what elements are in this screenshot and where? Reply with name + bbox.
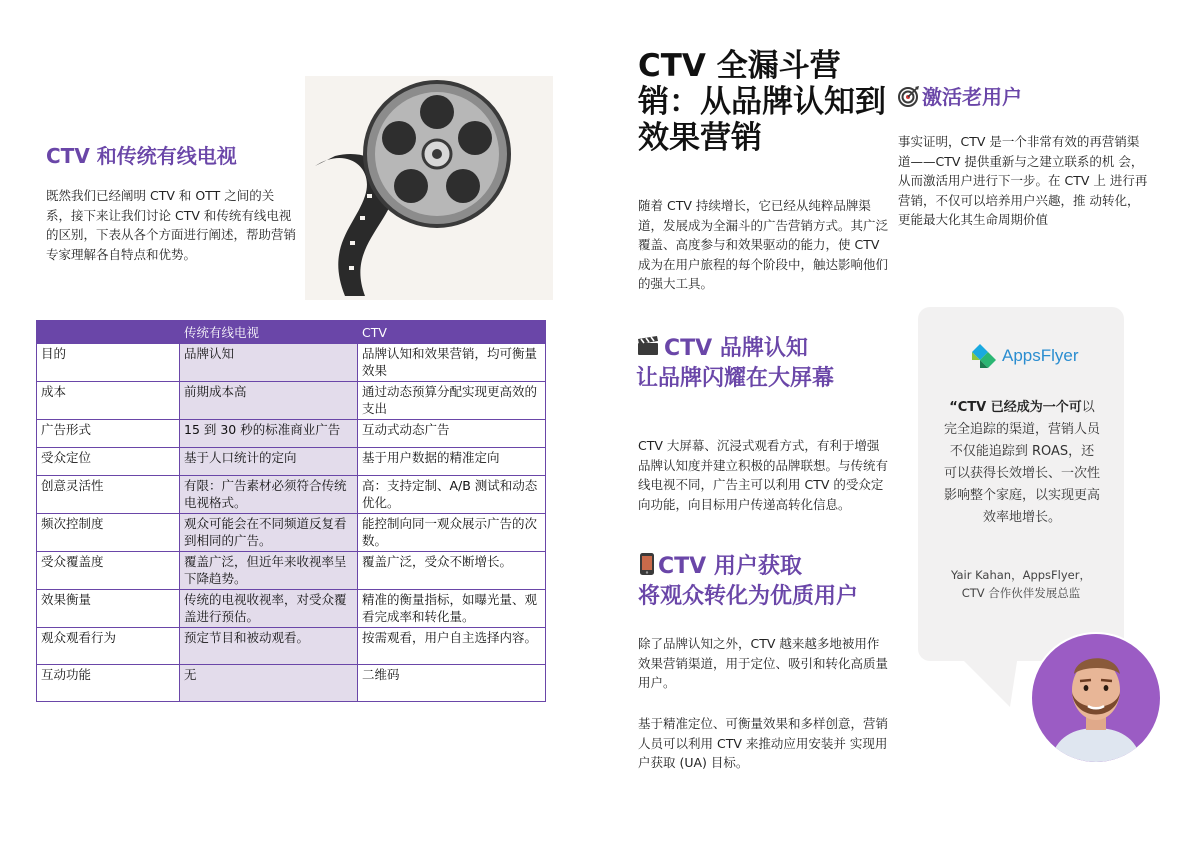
table-cell: 目的 xyxy=(37,344,180,382)
table-row xyxy=(37,628,546,665)
table-cell: 受众定位 xyxy=(37,448,180,476)
attribution-role: CTV 合作伙伴发展总监 xyxy=(961,586,1081,600)
table-cell: 品牌认知和效果营销，均可衡量效果 xyxy=(358,344,546,382)
table-header-cell xyxy=(37,321,180,344)
reactivate-heading-text: 激活老用户 xyxy=(922,85,1022,109)
table-cell: 效果衡量 xyxy=(37,590,180,628)
ua-heading-line2: 将观众转化为优质用户 xyxy=(638,584,859,609)
table-cell: 互动式动态广告 xyxy=(358,420,546,448)
table-row xyxy=(37,552,546,590)
table-row xyxy=(37,382,546,420)
table-row xyxy=(37,665,546,702)
table-cell: 无 xyxy=(180,665,358,702)
table-cell: 成本 xyxy=(37,382,180,420)
quote-bubble-tail xyxy=(958,655,1018,707)
table-row xyxy=(37,590,546,628)
table-cell: 观众观看行为 xyxy=(37,628,180,665)
ctv-vs-cable-table xyxy=(36,320,546,702)
section-heading-reactivation xyxy=(898,84,1022,110)
appsflyer-logo-text: AppsFlyer xyxy=(1002,346,1079,365)
table-cell: 互动功能 xyxy=(37,665,180,702)
table-cell: 受众覆盖度 xyxy=(37,552,180,590)
full-funnel-intro: 随着 CTV 持续增长，它已经从纯粹品牌渠道，发展成为全漏斗的广告营销方式。其广泛覆盖、高度参与和效果驱动的能力，使 CTV 成为在用户旅程的每个阶段中，触达影响他们的强大工具。 xyxy=(638,198,889,291)
table-cell: 有限：广告素材必须符合传统电视格式。 xyxy=(180,476,358,514)
table-header-cell: 传统有线电视 xyxy=(180,321,358,344)
table-cell: 前期成本高 xyxy=(180,382,358,420)
testimonial-quote xyxy=(944,397,1100,529)
table-row xyxy=(37,476,546,514)
quote-rest: 以完全追踪的渠道，营销人员不仅能追踪到 ROAS，还可以获得长效增长、一次性影响整个家庭，以实现更高效率地增长。 xyxy=(944,400,1101,525)
table-cell: 预定节目和被动观看。 xyxy=(180,628,358,665)
appsflyer-logo xyxy=(968,338,1088,372)
brand-heading-line2: 让品牌闪耀在大屏幕 xyxy=(636,366,835,391)
table-cell: 覆盖广泛，但近年来收视率呈下降趋势。 xyxy=(180,552,358,590)
table-row xyxy=(37,448,546,476)
page-title: CTV 全漏斗营销：从品牌认知到效果营销 xyxy=(638,48,886,156)
ctv-vs-cable-intro: 既然我们已经阐明 CTV 和 OTT 之间的关系，接下来让我们讨论 CTV 和传统有线电视的区别，下表从各个方面进行阐述，帮助营销专家理解各自特点和优势。 xyxy=(46,188,297,262)
user-acquisition-text: 除了品牌认知之外，CTV 越来越多地被用作效果营销渠道，用于定位、吸引和转化高质量用户。 xyxy=(638,636,889,690)
table-cell: 能控制向同一观众展示广告的次数。 xyxy=(358,514,546,552)
table-row xyxy=(37,420,546,448)
section-heading-ctv-vs-cable: CTV 和传统有线电视 xyxy=(46,144,237,168)
table-cell: 二维码 xyxy=(358,665,546,702)
table-header-row xyxy=(37,321,546,344)
table-cell: 频次控制度 xyxy=(37,514,180,552)
clapperboard-icon xyxy=(636,334,660,358)
table-row xyxy=(37,344,546,382)
person-avatar-icon xyxy=(1030,632,1162,764)
table-cell: 15 到 30 秒的标准商业广告 xyxy=(180,420,358,448)
reactivation-text: 事实证明，CTV 是一个非常有效的再营销渠道——CTV 提供重新与之建立联系的机 会，从而激活用户进行下一步。在 CTV 上 进行再营销，不仅可以培养用户兴趣，推 动转化，更能最大化其生命周期价值 xyxy=(898,134,1148,227)
table-cell: 覆盖广泛，受众不断增长。 xyxy=(358,552,546,590)
target-dart-icon xyxy=(898,85,920,107)
table-cell: 品牌认知 xyxy=(180,344,358,382)
brand-heading-line1: CTV 品牌认知 xyxy=(664,336,808,361)
quote-attribution xyxy=(938,566,1104,602)
table-cell: 通过动态预算分配实现更高效的支出 xyxy=(358,382,546,420)
table-header-cell: CTV xyxy=(358,321,546,344)
film-reel-icon xyxy=(305,76,553,300)
quote-lead: “CTV 已经成为一个可 xyxy=(949,400,1082,415)
table-row xyxy=(37,514,546,552)
table-cell: 按需观看，用户自主选择内容。 xyxy=(358,628,546,665)
table-cell: 基于用户数据的精准定向 xyxy=(358,448,546,476)
brand-awareness-text: CTV 大屏幕、沉浸式观看方式，有利于增强品牌认知度并建立积极的品牌联想。与传统有线电视不同，广告主可以利用 CTV 的受众定向功能，向目标用户传递高转化信息。 xyxy=(638,438,889,512)
table-cell: 精准的衡量指标，如曝光量、观看完成率和转化量。 xyxy=(358,590,546,628)
table-cell: 广告形式 xyxy=(37,420,180,448)
user-acquisition-text-2: 基于精准定位、可衡量效果和多样创意，营销人员可以利用 CTV 来推动应用安装并 实现用户获取 (UA) 目标。 xyxy=(638,716,889,770)
table-cell: 传统的电视收视率，对受众覆盖进行预估。 xyxy=(180,590,358,628)
ua-heading-line1: CTV 用户获取 xyxy=(658,554,802,579)
attribution-name: Yair Kahan，AppsFlyer， xyxy=(951,568,1091,582)
section-heading-brand-awareness xyxy=(636,334,834,394)
mobile-phone-icon xyxy=(638,552,656,576)
section-heading-user-acquisition xyxy=(638,552,858,612)
table-cell: 观众可能会在不同频道反复看到相同的广告。 xyxy=(180,514,358,552)
table-cell: 创意灵活性 xyxy=(37,476,180,514)
table-cell: 基于人口统计的定向 xyxy=(180,448,358,476)
table-cell: 高：支持定制、A/B 测试和动态优化。 xyxy=(358,476,546,514)
